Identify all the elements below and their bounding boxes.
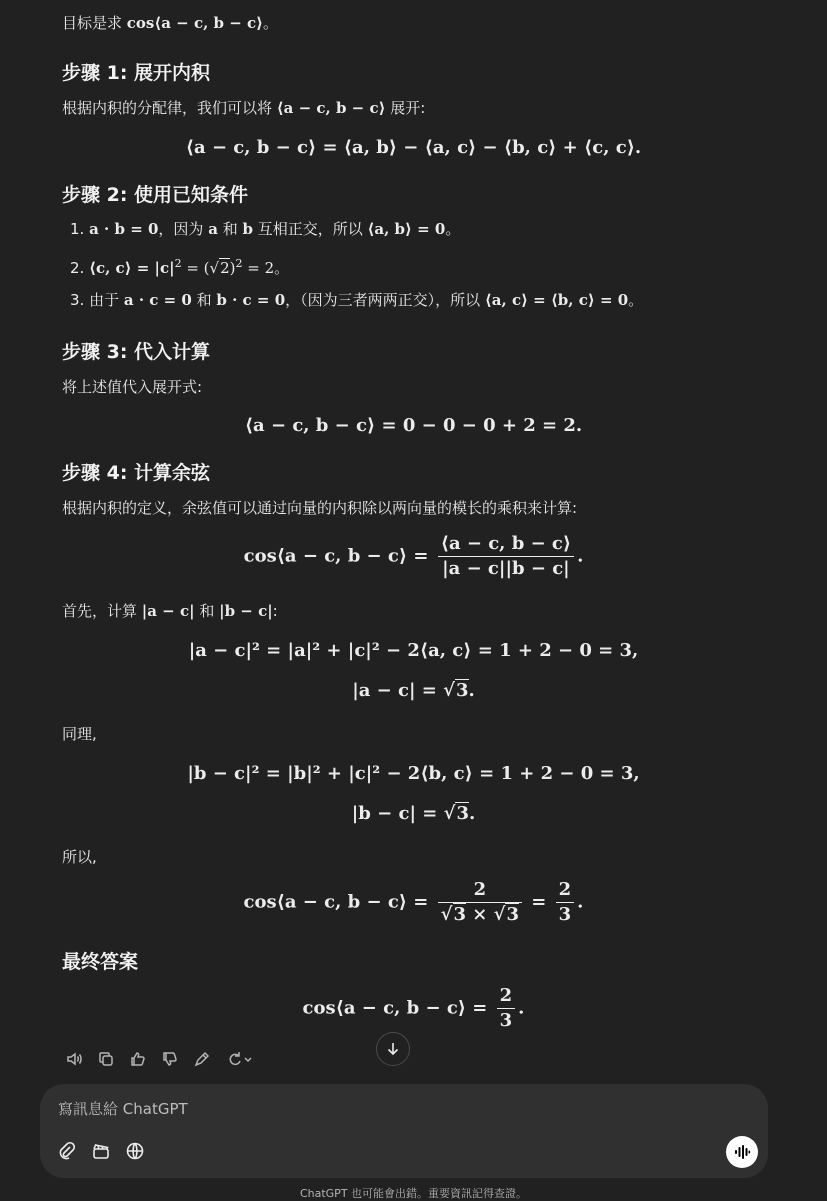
text-inline: 互相正交，所以 bbox=[252, 220, 368, 238]
equals: = bbox=[525, 891, 553, 913]
eq-ac-squared: |a − c|² = |a|² + |c|² − 2⟨a, c⟩ = 1 + 2 − 0 = 3, bbox=[188, 640, 639, 661]
equation-end: . bbox=[577, 545, 584, 567]
eq-bc-norm bbox=[0, 803, 827, 824]
step2-item-3 bbox=[70, 289, 643, 311]
math-inline: = (√ bbox=[181, 259, 220, 277]
regenerate-icon[interactable] bbox=[222, 1047, 256, 1071]
arrow-down-icon bbox=[385, 1041, 401, 1057]
fraction bbox=[438, 878, 522, 927]
equation-end: . bbox=[577, 891, 584, 913]
radicand: 3 bbox=[453, 904, 467, 925]
math-inline: b bbox=[242, 220, 253, 238]
fraction-numerator: 2 bbox=[438, 878, 522, 903]
step1-text bbox=[62, 97, 425, 119]
equation-lhs: cos⟨a − c, b − c⟩ = bbox=[243, 891, 435, 913]
fraction-denominator bbox=[438, 903, 522, 927]
fraction-numerator: 2 bbox=[497, 984, 516, 1009]
step3-heading: 步骤 3: 代入计算 bbox=[62, 341, 211, 363]
step4-cos-equation bbox=[0, 532, 827, 581]
eq-bc-squared: |b − c|² = |b|² + |c|² − 2⟨b, c⟩ = 1 + 2 − 0 = 3, bbox=[187, 763, 640, 784]
step1-heading: 步骤 1: 展开内积 bbox=[62, 62, 211, 84]
text-inline: 和 bbox=[194, 602, 220, 620]
composer-placeholder[interactable]: 寫訊息給 ChatGPT bbox=[58, 1100, 188, 1118]
math-inline: a · b = 0 bbox=[89, 220, 159, 238]
voice-mode-button[interactable] bbox=[726, 1136, 758, 1168]
step4-heading: 步骤 4: 计算余弦 bbox=[62, 462, 211, 484]
fraction-denominator: 3 bbox=[499, 1010, 513, 1031]
final-heading: 最终答案 bbox=[62, 951, 139, 973]
attach-icon[interactable] bbox=[54, 1138, 80, 1164]
list-number: 2. bbox=[70, 259, 85, 277]
step1-equation: ⟨a − c, b − c⟩ = ⟨a, b⟩ − ⟨a, c⟩ − ⟨b, c⟩ + ⟨c, c⟩. bbox=[185, 137, 642, 158]
equation-lhs: cos⟨a − c, b − c⟩ = bbox=[243, 545, 435, 567]
step1-text-after: 展开: bbox=[385, 99, 426, 117]
step3-text: 将上述值代入展开式: bbox=[62, 378, 203, 396]
math-inline: = 2 bbox=[242, 259, 275, 277]
read-aloud-icon[interactable] bbox=[62, 1047, 86, 1071]
fraction-denominator: 3 bbox=[558, 904, 572, 925]
fraction bbox=[438, 532, 574, 581]
scroll-down-button[interactable] bbox=[376, 1032, 410, 1066]
text-inline: ，因为 bbox=[158, 220, 209, 238]
radicand: 3 bbox=[456, 803, 469, 824]
text-inline: 首先，计算 bbox=[62, 602, 142, 620]
fraction bbox=[556, 878, 575, 927]
superscript: 2 bbox=[174, 257, 182, 270]
message-composer[interactable] bbox=[40, 1084, 768, 1178]
text-inline: ，（因为三者两两正交），所以 bbox=[285, 291, 485, 309]
step4-first-text bbox=[62, 600, 278, 622]
radicand: 3 bbox=[506, 904, 520, 925]
radicand: 2 bbox=[220, 259, 230, 277]
message-actions bbox=[62, 1047, 256, 1071]
times-sqrt: × √ bbox=[466, 904, 506, 925]
text-inline: 。 bbox=[445, 220, 461, 238]
step3-equation: ⟨a − c, b − c⟩ = 0 − 0 − 0 + 2 = 2. bbox=[244, 415, 583, 436]
text-inline: 和 bbox=[191, 291, 217, 309]
fraction bbox=[497, 984, 516, 1033]
equation-lhs: cos⟨a − c, b − c⟩ = bbox=[302, 997, 494, 1019]
clapperboard-icon[interactable] bbox=[88, 1138, 114, 1164]
math-inline: ⟨a, c⟩ = ⟨b, c⟩ = 0 bbox=[484, 291, 629, 309]
equation-end: . bbox=[468, 680, 475, 701]
edit-canvas-icon[interactable] bbox=[190, 1047, 214, 1071]
radicand: 3 bbox=[455, 680, 469, 701]
similar-text: 同理, bbox=[62, 725, 97, 743]
so-text: 所以, bbox=[62, 848, 97, 866]
globe-icon[interactable] bbox=[122, 1138, 148, 1164]
sqrt-sign: √ bbox=[440, 904, 453, 925]
text-inline: 。 bbox=[628, 291, 644, 309]
text-inline: 和 bbox=[217, 220, 243, 238]
final-answer-equation bbox=[0, 984, 827, 1033]
math-inline: ⟨a, b⟩ = 0 bbox=[367, 220, 446, 238]
math-inline: a bbox=[208, 220, 218, 238]
step1-text-math: ⟨a − c, b − c⟩ bbox=[276, 99, 386, 117]
text-inline: 由于 bbox=[89, 291, 124, 309]
copy-icon[interactable] bbox=[94, 1047, 118, 1071]
step2-item-2 bbox=[70, 253, 289, 279]
superscript: 2 bbox=[235, 257, 243, 270]
fraction-numerator: 2 bbox=[556, 878, 575, 903]
step2-heading: 步骤 2: 使用已知条件 bbox=[62, 184, 249, 206]
fraction-numerator: ⟨a − c, b − c⟩ bbox=[438, 532, 574, 557]
intro-label: 目标是求 bbox=[62, 14, 127, 32]
final-cos-equation bbox=[0, 878, 827, 927]
equation-lhs: |b − c| = √ bbox=[351, 803, 456, 824]
list-number: 3. bbox=[70, 291, 85, 309]
math-inline: |b − c| bbox=[219, 602, 273, 620]
math-inline: b · c = 0 bbox=[216, 291, 286, 309]
intro-end: 。 bbox=[263, 14, 279, 32]
math-inline: ) bbox=[229, 259, 236, 277]
intro-math: cos⟨a − c, b − c⟩ bbox=[126, 14, 264, 32]
math-inline: a · c = 0 bbox=[123, 291, 192, 309]
fraction-denominator: |a − c||b − c| bbox=[442, 558, 570, 579]
list-number: 1. bbox=[70, 220, 85, 238]
equation-end: . bbox=[468, 803, 476, 824]
thumbs-up-icon[interactable] bbox=[126, 1047, 150, 1071]
disclaimer-footer: ChatGPT 也可能會出錯。重要資訊記得查證。 bbox=[299, 1187, 528, 1200]
voice-waveform-icon bbox=[733, 1143, 751, 1161]
intro-text bbox=[62, 12, 278, 34]
equation-end: . bbox=[518, 997, 525, 1019]
equation-lhs: |a − c| = √ bbox=[352, 680, 455, 701]
step2-item-1 bbox=[70, 218, 460, 240]
math-inline: ⟨c, c⟩ = |c| bbox=[89, 259, 175, 277]
eq-ac-norm bbox=[0, 680, 827, 701]
math-inline: |a − c| bbox=[141, 602, 195, 620]
text-inline: : bbox=[272, 602, 278, 620]
thumbs-down-icon[interactable] bbox=[158, 1047, 182, 1071]
step1-text-before: 根据内积的分配律，我们可以将 bbox=[62, 99, 277, 117]
text-inline: 。 bbox=[274, 259, 290, 277]
step4-text: 根据内积的定义，余弦值可以通过向量的内积除以两向量的模长的乘积来计算: bbox=[62, 499, 578, 517]
